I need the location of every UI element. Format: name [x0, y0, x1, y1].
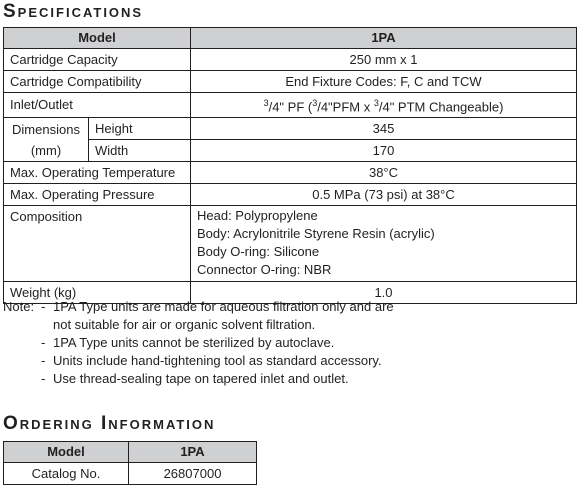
note-item	[3, 370, 577, 388]
dimensions-label-bottom: (mm)	[30, 142, 62, 158]
dimensions-label-top: Dimensions	[12, 121, 80, 137]
header-model: Model	[4, 28, 191, 49]
catalog-no-label: Catalog No.	[4, 463, 129, 485]
note-bullet: -	[41, 371, 46, 386]
height-label: Height	[89, 118, 191, 140]
note-text: 1PA Type units cannot be sterilized by autoclave.	[53, 335, 335, 350]
composition-line: Head: Polypropylene	[197, 208, 318, 224]
fraction-numerator: 3	[373, 98, 379, 108]
table-row	[4, 162, 577, 184]
height-value: 345	[191, 118, 577, 140]
note-lead: Note:	[3, 299, 35, 314]
composition-line: Body O-ring: Silicone	[197, 244, 320, 260]
note-item	[3, 298, 577, 316]
composition-label: Composition	[4, 206, 191, 282]
max-pressure-value: 0.5 MPa (73 psi) at 38°C	[191, 184, 577, 206]
catalog-no-value: 26807000	[129, 463, 257, 485]
table-row	[4, 140, 577, 162]
notes	[3, 298, 577, 388]
table-header-row	[4, 28, 577, 49]
inlet-outlet-text-a: /4" PF (	[268, 99, 313, 115]
inlet-outlet-value	[191, 93, 577, 118]
note-text: 1PA Type units are made for aqueous filtration only and are	[53, 299, 394, 314]
note-bullet: -	[41, 335, 46, 350]
cartridge-compatibility-value: End Fixture Codes: F, C and TCW	[191, 71, 577, 93]
inlet-outlet-text-e: /4" PTM Changeable)	[378, 99, 504, 115]
order-header-1pa: 1PA	[129, 442, 257, 463]
inlet-outlet-label: Inlet/Outlet	[4, 93, 191, 118]
cartridge-capacity-value: 250 mm x 1	[191, 49, 577, 71]
weight-label: Weight (kg)	[4, 282, 191, 304]
weight-value: 1.0	[191, 282, 577, 304]
table-row	[4, 93, 577, 118]
table-row	[4, 206, 577, 282]
note-text: Use thread-sealing tape on tapered inlet and outlet.	[53, 371, 349, 386]
table-header-row	[4, 442, 257, 463]
specifications-table	[3, 27, 577, 304]
note-item	[3, 352, 577, 370]
table-row	[4, 463, 257, 485]
note-bullet: -	[41, 353, 46, 368]
fraction-numerator: 3	[312, 98, 318, 108]
max-temp-label: Max. Operating Temperature	[4, 162, 191, 184]
note-continuation: not suitable for air or organic solvent filtration.	[53, 317, 316, 332]
table-row	[4, 49, 577, 71]
width-label: Width	[89, 140, 191, 162]
cartridge-capacity-label: Cartridge Capacity	[4, 49, 191, 71]
note-text: Units include hand-tightening tool as standard accessory.	[53, 353, 382, 368]
table-row	[4, 118, 577, 140]
cartridge-compatibility-label: Cartridge Compatibility	[4, 71, 191, 93]
width-value: 170	[191, 140, 577, 162]
specifications-heading: Specifications	[3, 1, 144, 22]
max-temp-value: 38°C	[191, 162, 577, 184]
table-row	[4, 184, 577, 206]
composition-value	[191, 206, 577, 282]
note-bullet: -	[41, 299, 46, 314]
max-pressure-label: Max. Operating Pressure	[4, 184, 191, 206]
composition-line: Body: Acrylonitrile Styrene Resin (acrylic)	[197, 226, 435, 242]
order-header-model: Model	[4, 442, 129, 463]
ordering-table	[3, 441, 257, 485]
dimensions-label	[4, 118, 89, 162]
inlet-outlet-text-c: /4"PFM x	[317, 99, 374, 115]
header-1pa: 1PA	[191, 28, 577, 49]
note-item	[3, 334, 577, 352]
fraction-numerator: 3	[263, 98, 269, 108]
composition-line: Connector O-ring: NBR	[197, 262, 332, 278]
table-row	[4, 71, 577, 93]
ordering-heading: Ordering Information	[3, 413, 216, 434]
